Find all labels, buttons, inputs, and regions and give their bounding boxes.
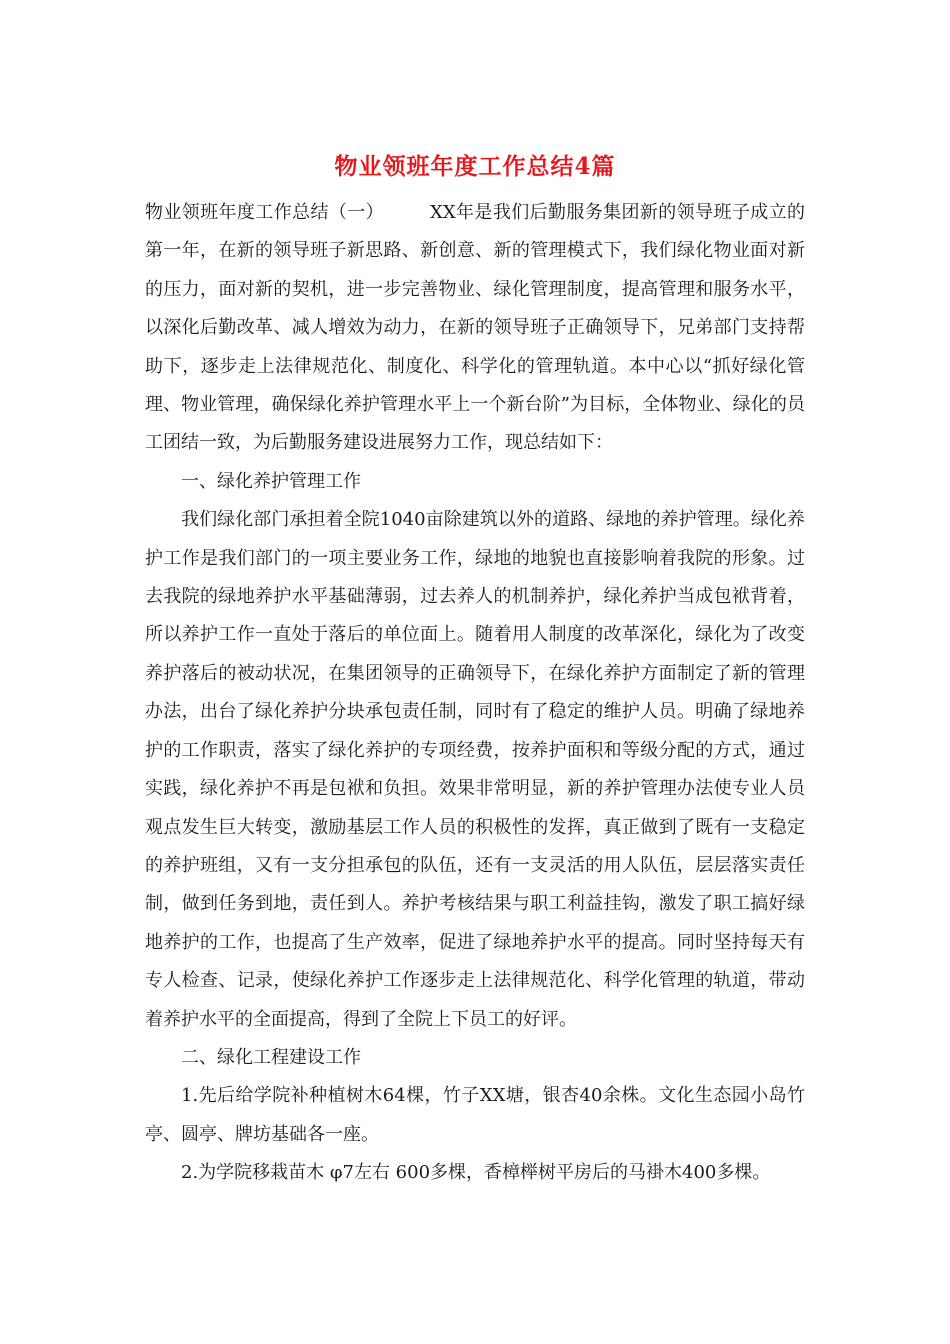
- paragraph-intro-body: XX年是我们后勤服务集团新的领导班子成立的第一年，在新的领导班子新思路、新创意、新的管理模式下，我们绿化物业面对新的压力，面对新的契机，进一步完善物业、绿化管理制度，提高管理和服务水平，以深化后勤改革、减人增效为动力，在新的领导班子正确领导下，兄弟部门支持帮助下，逐步走上法律规范化、制度化、科学化的管理轨道。本中心以“抓好绿化管理、物业管理，确保绿化养护管理水平上一个新台阶”为目标，全体物业、绿化的员工团结一致，为后勤服务建设进展努力工作，现总结如下：: [145, 202, 805, 454]
- paragraph-intro-lead: 物业领班年度工作总结（一）: [145, 202, 385, 223]
- paragraph-intro: [145, 194, 805, 463]
- document-title: 物业领班年度工作总结4篇: [334, 153, 616, 180]
- list-item-2: 2.为学院移栽苗木 φ7左右 600多棵，香樟榉树平房后的马褂木400多棵。: [181, 1162, 771, 1184]
- document-body: [145, 194, 805, 1193]
- list-item-1: 1.先后给学院补种植树木64棵，竹子XX塘，银杏40余株。文化生态园小岛竹亭、圆亭、牌坊基础各一座。: [145, 1085, 805, 1145]
- section-heading-greening-construction: 二、绿化工程建设工作: [181, 1046, 361, 1068]
- section-heading-greening-maintenance: 一、绿化养护管理工作: [181, 470, 361, 492]
- paragraph-greening-maintenance: 我们绿化部门承担着全院1040亩除建筑以外的道路、绿地的养护管理。绿化养护工作是我们部门的一项主要业务工作，绿地的地貌也直接影响着我院的形象。过去我院的绿地养护水平基础薄弱，过去养人的机制养护，绿化养护当成包袱背着，所以养护工作一直处于落后的单位面上。随着用人制度的改革深化，绿化为了改变养护落后的被动状况，在集团领导的正确领导下，在绿化养护方面制定了新的管理办法，出台了绿化养护分块承包责任制，同时有了稳定的维护人员。明确了绿地养护的工作职责，落实了绿化养护的专项经费，按养护面积和等级分配的方式，通过实践，绿化养护不再是包袱和负担。效果非常明显，新的养护管理办法使专业人员观点发生巨大转变，激励基层工作人员的积极性的发挥，真正做到了既有一支稳定的养护班组，又有一支分担承包的队伍，还有一支灵活的用人队伍，层层落实责任制，做到任务到地，责任到人。养护考核结果与职工利益挂钩，激发了职工搞好绿地养护的工作，也提高了生产效率，促进了绿地养护水平的提高。同时坚持每天有专人检查、记录，使绿化养护工作逐步走上法律规范化、科学化管理的轨道，带动着养护水平的全面提高，得到了全院上下员工的好评。: [145, 509, 805, 1030]
